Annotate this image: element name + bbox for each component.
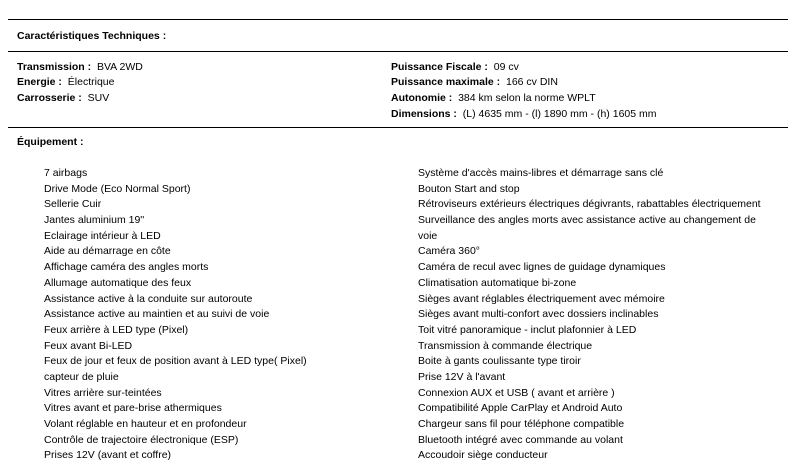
spec-transmission: [17, 61, 143, 74]
list-item: Volant réglable en hauteur et en profondeur: [44, 418, 247, 430]
spec-label: Puissance maximale :: [391, 76, 501, 88]
specs-title: Caractéristiques Techniques :: [17, 30, 167, 42]
list-item: Rétroviseurs extérieurs électriques dégivrants, rabattables électriquement: [418, 198, 761, 211]
list-item: Vitres avant et pare-brise athermiques: [44, 402, 222, 415]
list-item: Prise 12V à l'avant: [418, 370, 506, 383]
spec-value: 166 cv DIN: [506, 76, 558, 88]
list-item: capteur de pluie: [44, 370, 119, 383]
list-item: Prises 12V (avant et coffre): [44, 449, 172, 462]
list-item: Surveillance des angles morts avec assistance active au changement de: [418, 214, 756, 227]
list-item: Jantes aluminium 19'': [44, 214, 145, 227]
spec-value: BVA 2WD: [96, 61, 143, 73]
list-item: Compatibilité Apple CarPlay et Android Auto: [418, 402, 623, 415]
list-item: Feux avant Bi-LED: [44, 339, 133, 352]
spec-dimensions: [391, 108, 657, 121]
spec-value: 09 cv: [493, 61, 519, 73]
spec-label: Transmission :: [17, 61, 92, 73]
equipment-divider: [8, 127, 788, 128]
spec-label: Carrosserie :: [17, 92, 82, 104]
spec-value: Électrique: [67, 76, 115, 88]
spec-label: Energie :: [17, 76, 62, 88]
list-item: Transmission à commande électrique: [418, 339, 593, 352]
spec-energie: [17, 76, 114, 89]
list-item: Climatisation automatique bi-zone: [418, 276, 577, 289]
list-item: 7 airbags: [44, 167, 88, 179]
equipment-right-list: [418, 166, 790, 464]
equipment-left-list: [44, 166, 384, 464]
list-item: Sièges avant réglables électriquement avec mémoire: [418, 292, 665, 305]
list-item: Sellerie Cuir: [44, 198, 102, 211]
list-item: Feux arrière à LED type (Pixel): [44, 323, 189, 336]
list-item: Vitres arrière sur-teintées: [44, 386, 162, 399]
spec-autonomie: [391, 92, 596, 105]
list-item: Toit vitré panoramique - inclut plafonnier à LED: [418, 323, 637, 336]
list-item: voie: [418, 229, 438, 242]
spec-label: Puissance Fiscale :: [391, 61, 488, 73]
list-item: Aide au démarrage en côte: [44, 245, 171, 258]
equipment-title: Équipement :: [17, 136, 84, 148]
list-item: Assistance active à la conduite sur autoroute: [44, 292, 253, 305]
spec-value: (L) 4635 mm - (l) 1890 mm - (h) 1605 mm: [462, 108, 657, 120]
list-item: Assistance active au maintien et au suivi de voie: [44, 308, 270, 321]
spec-value: 384 km selon la norme WPLT: [458, 92, 596, 104]
list-item: Accoudoir siège conducteur: [418, 449, 548, 462]
list-item: Caméra de recul avec lignes de guidage dynamiques: [418, 261, 666, 274]
spec-carrosserie: [17, 92, 109, 105]
spec-label: Autonomie :: [391, 92, 453, 104]
spec-puissance-maximale: [391, 76, 558, 89]
list-item: Connexion AUX et USB ( avant et arrière ): [418, 386, 615, 399]
specs-divider: [8, 51, 788, 52]
list-item: Chargeur sans fil pour téléphone compatible: [418, 418, 625, 430]
list-item: Allumage automatique des feux: [44, 276, 192, 289]
list-item: Drive Mode (Eco Normal Sport): [44, 182, 191, 195]
list-item: Eclairage intérieur à LED: [44, 229, 161, 242]
spec-puissance-fiscale: [391, 61, 519, 74]
list-item: Bouton Start and stop: [418, 182, 520, 195]
spec-label: Dimensions :: [391, 108, 457, 120]
list-item: Affichage caméra des angles morts: [44, 261, 209, 274]
list-item: Contrôle de trajectoire électronique (ESP): [44, 433, 239, 446]
top-divider: [8, 19, 788, 20]
list-item: Sièges avant multi-confort avec dossiers inclinables: [418, 308, 659, 321]
list-item: Bluetooth intégré avec commande au volant: [418, 433, 623, 446]
spec-value: SUV: [87, 92, 110, 104]
list-item: Feux de jour et feux de position avant à LED type( Pixel): [44, 355, 307, 368]
list-item: Caméra 360°: [418, 245, 480, 258]
list-item: Boite à gants coulissante type tiroir: [418, 355, 581, 368]
list-item: Système d'accès mains-libres et démarrage sans clé: [418, 167, 664, 179]
